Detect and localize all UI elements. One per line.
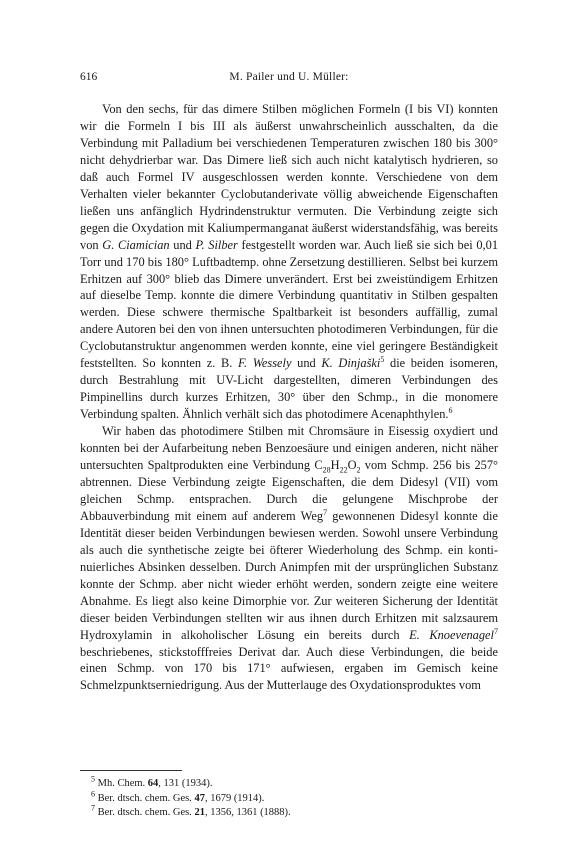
footnote-volume: 47 [194,792,205,804]
footnote [80,789,498,807]
text-run: beschriebenes, stickstofffreies Derivat dar. Auch diese Verbindungen, die beide einen Schmp. von 170 bis 171° aufwiesen, ergaben im Gemisch keine Schmelzpunktserniedrigung. Aus der Mutterlauge des Oxydationsproduktes vom [80,644,498,693]
author-name: K. Dinjaški [321,356,381,371]
footnote-text: , 1356, 1361 (1888). [204,807,291,818]
footnote-text: , 131 (1934). [158,778,213,789]
formula-subscript: 22 [339,465,348,475]
text-run: gewonnenen Didesyl konnte die Identität dieser beiden Verbindungen bewiesen werden. Sowohl unsere Verbindung als auch die synthetische zeigte bei öfterer Wiederholung des Schmp. ein kontinuierliches Absinken desselben. Durch Animpfen mit der ursprünglichen Substanz konnte der Schmp. aber nicht wieder erhöht werden, sondern zeigte eine weitere Abnahme. Es liegt also keine Dimorphie vor. Zur weiteren Sicherung der Identität dieser beiden Verbindungen stellten wir aus ihnen durch Erhitzen mit salzsaurem Hydroxylamin in alkoholischer Lösung ein bereits durch [80,508,498,642]
formula-subscript: 28 [322,465,331,475]
running-head: M. Pailer und U. Müller: [229,71,349,83]
author-name: G. Ciamician [102,237,170,252]
text-run: Von den sechs, für das dimere Stilben möglichen Formeln (I bis VI) konnten wir die Formeln I bis III als äußerst unwahrscheinlich ausschalten, da die Verbindung mit Palladium bei verschiedenen Temperaturen zwischen 180 bis 300° nicht dehydrierbar war. Das Dimere ließ sich auch nicht katalytisch hydrieren, so daß auch Formel IV ausgeschlossen werden konnte. Verschiedene von dem Verhalten vieler bekannter Cyclobutanderivate völlig abweichende Eigenschaften ließen uns anfänglich Hydrindenstruktur vermuten. Die Verbindung zeigte sich gegen die Oxydation mit Kaliumpermanganat äußerst widerstandsfähig, was bereits von [80,102,498,252]
formula-element: O [347,458,357,473]
text-run: Wir haben das photodimere Stilben mit Chromsäure in Eisessig oxydiert und konnten bei der Aufarbeitung neben Benzoesäure und einigen anderen, nicht näher untersuchten Spaltprodukten eine Verbindung C [80,424,498,473]
footnote-number: 7 [91,803,95,813]
footnote-text: Mh. Chem. [97,778,148,789]
text-run: vom Schmp. 256 bis 257° abtrennen. Diese Verbindung zeigte Eigenschaften, die dem Didesyl (VII) vom gleichen Schmp. entsprachen. Durch die gelungene Mischprobe der Abbauverbindung mit einem auf anderem Weg [80,458,499,523]
paragraph-1 [80,101,498,423]
footnote [80,803,498,821]
footnote-ref: 7 [323,507,328,517]
author-name: F. Wessely [237,356,292,371]
text-run: und [291,356,322,371]
footnotes [80,774,498,821]
page-header [80,71,498,87]
formula-subscript: 2 [356,465,361,475]
footnote-ref: 5 [380,355,385,365]
body-text [80,101,498,694]
paragraph-2 [80,423,498,694]
footnote-divider [80,770,182,771]
footnote-volume: 21 [194,807,205,818]
author-name: P. Silber [195,237,238,252]
footnote [80,774,498,792]
page-number: 616 [80,71,98,83]
footnote-text: , 1679 (1914). [204,792,265,804]
footnote-text: Ber. dtsch. chem. Ges. [97,807,195,818]
text-run: und [169,237,196,252]
formula-element: H [330,458,340,473]
footnote-text: Ber. dtsch. chem. Ges. [97,792,195,804]
footnote-ref: 6 [448,406,453,416]
footnote-number: 5 [91,774,95,784]
text-run: festgestellt worden war. Auch ließ sie sich bei 0,01 Torr und 170 bis 180° Luftbadtemp. ohne Zersetzung destillieren. Selbst bei kurzem Erhitzen auf 300° blieb das Dimere unverändert. Erst bei zweistündigem Erhitzen auf dieselbe Temp. konnte die dimere Verbindung quantitativ in Stilben gespalten werden. Diese schwere thermische Spaltbarkeit ist besonders auffällig, zumal andere Autoren bei den von ihnen untersuchten photodimeren Verbindungen, für die Cyclobutanstruktur angenommen werden konnte, eine viel geringere Beständigkeit feststellten. So konnten z. B. [80,237,499,371]
author-name: E. Knoevenagel [409,627,494,642]
footnote-ref: 7 [494,626,498,636]
footnote-number: 6 [91,789,95,798]
text-run: die beiden isomeren, durch Bestrahlung mit UV-Licht dargestellten, dimeren Verbindungen des Pimpinellins durch kurzes Erhitzen, 30° über den Schmp., in die monomere Verbindung spalten. Ähnlich verhält sich das photodimere Acenaphthylen. [80,356,499,422]
footnote-volume: 64 [147,778,159,789]
